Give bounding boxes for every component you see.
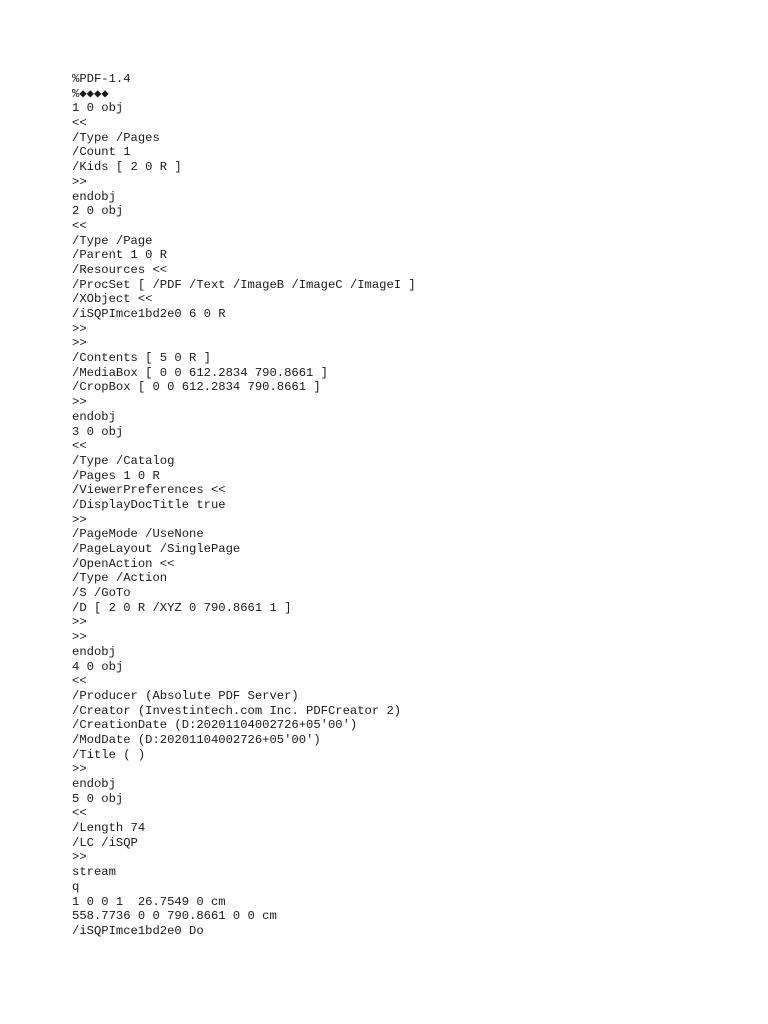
text-line: << bbox=[72, 218, 87, 233]
text-line: endobj bbox=[72, 409, 116, 424]
text-line: /ModDate (D:20201104002726+05'00') bbox=[72, 732, 321, 747]
text-line: /Producer (Absolute PDF Server) bbox=[72, 688, 299, 703]
text-line: /S /GoTo bbox=[72, 586, 131, 601]
text-line: endobj bbox=[72, 189, 116, 204]
text-line: >> bbox=[72, 395, 87, 410]
text-line: %PDF-1.4 bbox=[72, 72, 131, 86]
text-line: /DisplayDocTitle true bbox=[72, 497, 226, 512]
text-line: << bbox=[72, 439, 87, 454]
text-line: 4 0 obj bbox=[72, 659, 124, 674]
text-line: /ProcSet [ /PDF /Text /ImageB /ImageC /ImageI ] bbox=[72, 277, 416, 292]
text-line: /iSQPImce1bd2e0 Do bbox=[72, 923, 204, 938]
text-line: stream bbox=[72, 865, 116, 880]
text-line: /Count 1 bbox=[72, 145, 131, 160]
text-line: << bbox=[72, 116, 87, 131]
text-line: >> bbox=[72, 336, 87, 351]
text-line: /MediaBox [ 0 0 612.2834 790.8661 ] bbox=[72, 365, 328, 380]
text-line: /iSQPImce1bd2e0 6 0 R bbox=[72, 307, 226, 321]
text-line: << bbox=[72, 806, 87, 821]
text-line: /Pages 1 0 R bbox=[72, 468, 160, 483]
text-line: /PageLayout /SinglePage bbox=[72, 542, 241, 556]
text-line: q bbox=[72, 879, 80, 894]
text-line: /Type /Pages bbox=[72, 130, 160, 145]
text-line: 558.7736 0 0 790.8661 0 0 cm bbox=[72, 909, 277, 924]
text-line: >> bbox=[72, 762, 87, 777]
text-line: /CropBox [ 0 0 612.2834 790.8661 ] bbox=[72, 380, 321, 395]
text-line: /Type /Page bbox=[72, 233, 153, 248]
text-line: /PageMode /UseNone bbox=[72, 527, 204, 542]
text-line: /ViewerPreferences << bbox=[72, 483, 226, 498]
text-line: 5 0 obj bbox=[72, 791, 124, 806]
pdf-source-text bbox=[72, 72, 752, 939]
text-line: /OpenAction << bbox=[72, 556, 175, 571]
text-line: >> bbox=[72, 512, 87, 527]
text-line: >> bbox=[72, 615, 87, 630]
text-line: %◆◆◆◆ bbox=[72, 86, 109, 101]
text-line: /Creator (Investintech.com Inc. PDFCreator 2) bbox=[72, 703, 402, 718]
text-line: /LC /iSQP bbox=[72, 835, 138, 850]
text-line: >> bbox=[72, 850, 87, 865]
text-line: /Parent 1 0 R bbox=[72, 248, 168, 263]
text-line: /Contents [ 5 0 R ] bbox=[72, 351, 211, 366]
text-line: >> bbox=[72, 174, 87, 189]
text-line: /Kids [ 2 0 R ] bbox=[72, 160, 182, 175]
text-line: 2 0 obj bbox=[72, 204, 124, 219]
text-line: /XObject << bbox=[72, 292, 153, 307]
text-line: /Type /Catalog bbox=[72, 453, 175, 468]
text-line: 3 0 obj bbox=[72, 424, 124, 439]
text-line: /Length 74 bbox=[72, 821, 146, 836]
text-line: >> bbox=[72, 630, 87, 645]
text-line: >> bbox=[72, 321, 87, 336]
text-line: endobj bbox=[72, 644, 116, 659]
text-line: 1 0 obj bbox=[72, 101, 124, 116]
text-line: /D [ 2 0 R /XYZ 0 790.8661 1 ] bbox=[72, 600, 292, 615]
text-line: /Title ( ) bbox=[72, 747, 146, 762]
text-line: endobj bbox=[72, 777, 116, 791]
text-line: /CreationDate (D:20201104002726+05'00') bbox=[72, 718, 358, 733]
text-line: /Resources << bbox=[72, 262, 168, 277]
text-line: /Type /Action bbox=[72, 571, 168, 586]
text-line: << bbox=[72, 674, 87, 689]
text-line: 1 0 0 1 26.7549 0 cm bbox=[72, 894, 226, 909]
